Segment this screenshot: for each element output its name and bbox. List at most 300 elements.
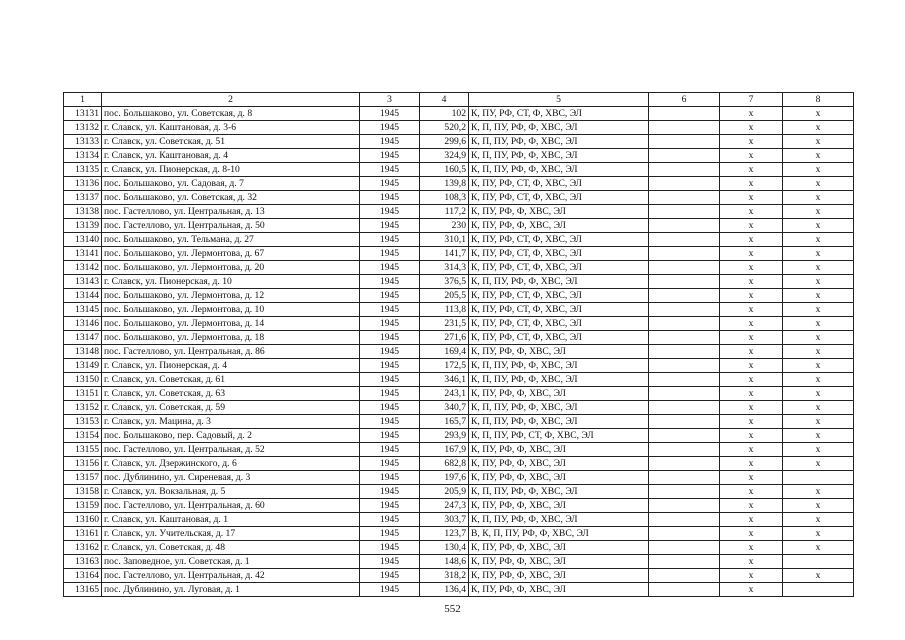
table-cell-col-1: 13151: [64, 387, 102, 401]
table-cell-col-5: К, ПУ, РФ, Ф, ХВС, ЭЛ: [469, 541, 649, 555]
table-cell-col-2: г. Славск, ул. Советская, д. 51: [102, 135, 360, 149]
table-cell-col-8: х: [783, 121, 854, 135]
table-cell-col-5: К, П, ПУ, РФ, Ф, ХВС, ЭЛ: [469, 163, 649, 177]
table-cell-col-1: 13143: [64, 275, 102, 289]
table-cell-col-1: 13147: [64, 331, 102, 345]
table-cell-col-8: х: [783, 415, 854, 429]
table-cell-col-8: х: [783, 457, 854, 471]
table-cell-col-4: 346,1: [420, 373, 469, 387]
table-cell-col-2: г. Славск, ул. Советская, д. 61: [102, 373, 360, 387]
table-cell-col-7: х: [720, 163, 783, 177]
table-cell-col-8: х: [783, 247, 854, 261]
table-cell-col-4: 136,4: [420, 583, 469, 597]
table-cell-col-5: К, ПУ, РФ, СТ, Ф, ХВС, ЭЛ: [469, 317, 649, 331]
table-row: [64, 485, 854, 499]
table-cell-col-1: 13135: [64, 163, 102, 177]
table-cell-col-8: х: [783, 485, 854, 499]
table-cell-col-7: х: [720, 205, 783, 219]
table-cell-col-1: 13156: [64, 457, 102, 471]
table-cell-col-3: 1945: [360, 135, 420, 149]
table-cell-col-2: пос. Большаково, ул. Лермонтова, д. 10: [102, 303, 360, 317]
table-cell-col-6: [649, 331, 720, 345]
table-cell-col-3: 1945: [360, 303, 420, 317]
table-cell-col-6: [649, 527, 720, 541]
table-cell-col-3: 1945: [360, 457, 420, 471]
table-cell-col-5: К, ПУ, РФ, СТ, Ф, ХВС, ЭЛ: [469, 107, 649, 121]
table-cell-col-8: [783, 471, 854, 485]
table-cell-col-4: 231,5: [420, 317, 469, 331]
table-cell-col-2: пос. Гастеллово, ул. Центральная, д. 42: [102, 569, 360, 583]
table-row: [64, 121, 854, 135]
column-header-8: 8: [783, 93, 854, 107]
table-cell-col-6: [649, 205, 720, 219]
table-cell-col-6: [649, 191, 720, 205]
table-cell-col-1: 13152: [64, 401, 102, 415]
table-cell-col-3: 1945: [360, 499, 420, 513]
table-cell-col-8: х: [783, 569, 854, 583]
table-row: [64, 429, 854, 443]
table-cell-col-3: 1945: [360, 177, 420, 191]
table-cell-col-8: х: [783, 219, 854, 233]
table-cell-col-4: 318,2: [420, 569, 469, 583]
table-row: [64, 527, 854, 541]
table-cell-col-7: х: [720, 219, 783, 233]
table-cell-col-2: г. Славск, ул. Пионерская, д. 10: [102, 275, 360, 289]
table-cell-col-7: х: [720, 401, 783, 415]
table-cell-col-6: [649, 289, 720, 303]
table-cell-col-1: 13162: [64, 541, 102, 555]
table-cell-col-8: х: [783, 261, 854, 275]
column-header-7: 7: [720, 93, 783, 107]
table-row: [64, 135, 854, 149]
table-cell-col-4: 303,7: [420, 513, 469, 527]
table-cell-col-4: 148,6: [420, 555, 469, 569]
table-cell-col-8: х: [783, 303, 854, 317]
table-cell-col-5: К, П, ПУ, РФ, Ф, ХВС, ЭЛ: [469, 373, 649, 387]
table-cell-col-2: пос. Дублинино, ул. Сиреневая, д. 3: [102, 471, 360, 485]
table-cell-col-1: 13165: [64, 583, 102, 597]
table-cell-col-3: 1945: [360, 233, 420, 247]
table-cell-col-8: [783, 583, 854, 597]
table-cell-col-7: х: [720, 443, 783, 457]
table-row: [64, 149, 854, 163]
table-cell-col-4: 165,7: [420, 415, 469, 429]
table-cell-col-8: х: [783, 443, 854, 457]
table-cell-col-5: К, ПУ, РФ, Ф, ХВС, ЭЛ: [469, 569, 649, 583]
table-row: [64, 163, 854, 177]
table-cell-col-5: К, П, ПУ, РФ, Ф, ХВС, ЭЛ: [469, 121, 649, 135]
table-cell-col-7: х: [720, 107, 783, 121]
table-row: [64, 569, 854, 583]
table-cell-col-5: К, ПУ, РФ, СТ, Ф, ХВС, ЭЛ: [469, 247, 649, 261]
table-row: [64, 401, 854, 415]
table-cell-col-7: х: [720, 345, 783, 359]
table-cell-col-7: х: [720, 317, 783, 331]
table-row: [64, 289, 854, 303]
table-cell-col-4: 293,9: [420, 429, 469, 443]
table-cell-col-4: 247,3: [420, 499, 469, 513]
table-cell-col-5: К, ПУ, РФ, СТ, Ф, ХВС, ЭЛ: [469, 233, 649, 247]
table-cell-col-3: 1945: [360, 415, 420, 429]
table-cell-col-5: К, ПУ, РФ, СТ, Ф, ХВС, ЭЛ: [469, 177, 649, 191]
table-cell-col-7: х: [720, 373, 783, 387]
table-row: [64, 205, 854, 219]
table-cell-col-2: г. Славск, ул. Советская, д. 48: [102, 541, 360, 555]
table-cell-col-4: 117,2: [420, 205, 469, 219]
table-cell-col-2: г. Славск, ул. Каштановая, д. 1: [102, 513, 360, 527]
table-cell-col-5: К, П, ПУ, РФ, Ф, ХВС, ЭЛ: [469, 401, 649, 415]
table-cell-col-8: х: [783, 177, 854, 191]
table-cell-col-4: 205,5: [420, 289, 469, 303]
table-cell-col-2: пос. Большаково, ул. Садовая, д. 7: [102, 177, 360, 191]
column-header-2: 2: [102, 93, 360, 107]
table-cell-col-7: х: [720, 583, 783, 597]
table-cell-col-5: К, П, ПУ, РФ, Ф, ХВС, ЭЛ: [469, 135, 649, 149]
table-cell-col-8: х: [783, 527, 854, 541]
table-cell-col-6: [649, 485, 720, 499]
column-header-4: 4: [420, 93, 469, 107]
table-cell-col-7: х: [720, 135, 783, 149]
table-cell-col-6: [649, 219, 720, 233]
table-cell-col-4: 230: [420, 219, 469, 233]
table-cell-col-1: 13141: [64, 247, 102, 261]
table-cell-col-7: х: [720, 415, 783, 429]
table-cell-col-5: К, ПУ, РФ, СТ, Ф, ХВС, ЭЛ: [469, 289, 649, 303]
table-cell-col-5: К, П, ПУ, РФ, Ф, ХВС, ЭЛ: [469, 149, 649, 163]
table-cell-col-4: 376,5: [420, 275, 469, 289]
table-row: [64, 247, 854, 261]
table-cell-col-2: г. Славск, ул. Учительская, д. 17: [102, 527, 360, 541]
table-cell-col-3: 1945: [360, 583, 420, 597]
table-cell-col-7: х: [720, 387, 783, 401]
table-cell-col-8: х: [783, 135, 854, 149]
table-cell-col-8: х: [783, 191, 854, 205]
table-cell-col-6: [649, 457, 720, 471]
table-cell-col-8: х: [783, 317, 854, 331]
table-cell-col-3: 1945: [360, 275, 420, 289]
table-cell-col-6: [649, 499, 720, 513]
table-cell-col-1: 13159: [64, 499, 102, 513]
table-cell-col-7: х: [720, 359, 783, 373]
table-cell-col-7: х: [720, 303, 783, 317]
table-cell-col-3: 1945: [360, 513, 420, 527]
table-row: [64, 541, 854, 555]
table-cell-col-2: г. Славск, ул. Вокзальная, д. 5: [102, 485, 360, 499]
table-cell-col-7: х: [720, 149, 783, 163]
table-cell-col-6: [649, 513, 720, 527]
table-cell-col-6: [649, 163, 720, 177]
table-cell-col-4: 141,7: [420, 247, 469, 261]
table-cell-col-1: 13157: [64, 471, 102, 485]
table-cell-col-3: 1945: [360, 569, 420, 583]
table-cell-col-4: 299,6: [420, 135, 469, 149]
table-cell-col-8: х: [783, 345, 854, 359]
table-cell-col-5: К, ПУ, РФ, Ф, ХВС, ЭЛ: [469, 555, 649, 569]
table-cell-col-2: пос. Дублинино, ул. Луговая, д. 1: [102, 583, 360, 597]
table-cell-col-2: пос. Большаково, ул. Советская, д. 32: [102, 191, 360, 205]
table-cell-col-6: [649, 387, 720, 401]
table-cell-col-1: 13142: [64, 261, 102, 275]
table-cell-col-6: [649, 177, 720, 191]
table-cell-col-7: х: [720, 569, 783, 583]
table-cell-col-4: 314,3: [420, 261, 469, 275]
table-cell-col-7: х: [720, 177, 783, 191]
table-cell-col-6: [649, 317, 720, 331]
table-cell-col-4: 682,8: [420, 457, 469, 471]
table-cell-col-7: х: [720, 233, 783, 247]
table-cell-col-3: 1945: [360, 191, 420, 205]
table-cell-col-4: 130,4: [420, 541, 469, 555]
table-cell-col-1: 13163: [64, 555, 102, 569]
table-cell-col-6: [649, 429, 720, 443]
table-row: [64, 219, 854, 233]
table-cell-col-7: х: [720, 261, 783, 275]
table-row: [64, 359, 854, 373]
table-cell-col-4: 310,1: [420, 233, 469, 247]
table-cell-col-4: 102: [420, 107, 469, 121]
table-cell-col-1: 13154: [64, 429, 102, 443]
table-cell-col-4: 197,6: [420, 471, 469, 485]
table-cell-col-1: 13145: [64, 303, 102, 317]
table-cell-col-1: 13144: [64, 289, 102, 303]
table-cell-col-1: 13164: [64, 569, 102, 583]
table-cell-col-2: г. Славск, ул. Дзержинского, д. 6: [102, 457, 360, 471]
table-cell-col-1: 13139: [64, 219, 102, 233]
table-cell-col-7: х: [720, 555, 783, 569]
table-cell-col-7: х: [720, 191, 783, 205]
table-cell-col-8: х: [783, 163, 854, 177]
table-cell-col-6: [649, 135, 720, 149]
table-cell-col-5: К, П, ПУ, РФ, Ф, ХВС, ЭЛ: [469, 513, 649, 527]
table-cell-col-1: 13138: [64, 205, 102, 219]
table-cell-col-2: пос. Большаково, пер. Садовый, д. 2: [102, 429, 360, 443]
table-cell-col-2: г. Славск, ул. Мацина, д. 3: [102, 415, 360, 429]
table-row: [64, 513, 854, 527]
table-cell-col-8: х: [783, 429, 854, 443]
table-cell-col-1: 13146: [64, 317, 102, 331]
table-cell-col-7: х: [720, 275, 783, 289]
table-cell-col-7: х: [720, 513, 783, 527]
table-cell-col-6: [649, 373, 720, 387]
table-cell-col-5: К, ПУ, РФ, Ф, ХВС, ЭЛ: [469, 345, 649, 359]
table-row: [64, 583, 854, 597]
table-cell-col-7: х: [720, 527, 783, 541]
table-row: [64, 415, 854, 429]
table-cell-col-3: 1945: [360, 485, 420, 499]
table-row: [64, 275, 854, 289]
table-cell-col-8: х: [783, 401, 854, 415]
table-cell-col-5: К, ПУ, РФ, СТ, Ф, ХВС, ЭЛ: [469, 331, 649, 345]
table-body: [64, 107, 854, 597]
table-cell-col-5: К, П, ПУ, РФ, Ф, ХВС, ЭЛ: [469, 485, 649, 499]
table-cell-col-4: 139,8: [420, 177, 469, 191]
table-cell-col-5: К, П, ПУ, РФ, Ф, ХВС, ЭЛ: [469, 359, 649, 373]
table-cell-col-3: 1945: [360, 471, 420, 485]
table-cell-col-5: К, ПУ, РФ, Ф, ХВС, ЭЛ: [469, 387, 649, 401]
table-cell-col-3: 1945: [360, 359, 420, 373]
table-row: [64, 499, 854, 513]
table-row: [64, 457, 854, 471]
table-cell-col-3: 1945: [360, 289, 420, 303]
table-row: [64, 233, 854, 247]
table-cell-col-3: 1945: [360, 373, 420, 387]
table-cell-col-2: г. Славск, ул. Пионерская, д. 8-10: [102, 163, 360, 177]
table-cell-col-8: х: [783, 107, 854, 121]
table-cell-col-5: К, ПУ, РФ, СТ, Ф, ХВС, ЭЛ: [469, 191, 649, 205]
table-cell-col-8: х: [783, 331, 854, 345]
table-cell-col-1: 13133: [64, 135, 102, 149]
table-row: [64, 555, 854, 569]
table-cell-col-7: х: [720, 429, 783, 443]
table-cell-col-7: х: [720, 247, 783, 261]
table-cell-col-6: [649, 401, 720, 415]
table-cell-col-5: К, П, ПУ, РФ, Ф, ХВС, ЭЛ: [469, 275, 649, 289]
table-cell-col-1: 13131: [64, 107, 102, 121]
table-row: [64, 331, 854, 345]
table-cell-col-8: х: [783, 205, 854, 219]
table-cell-col-1: 13140: [64, 233, 102, 247]
table-cell-col-3: 1945: [360, 121, 420, 135]
table-cell-col-6: [649, 471, 720, 485]
table-cell-col-8: х: [783, 275, 854, 289]
column-header-1: 1: [64, 93, 102, 107]
table-cell-col-6: [649, 303, 720, 317]
table-cell-col-2: пос. Большаково, ул. Советская, д. 8: [102, 107, 360, 121]
table-cell-col-6: [649, 443, 720, 457]
table-cell-col-2: пос. Большаково, ул. Лермонтова, д. 20: [102, 261, 360, 275]
table-cell-col-1: 13148: [64, 345, 102, 359]
table-cell-col-6: [649, 583, 720, 597]
table-cell-col-1: 13137: [64, 191, 102, 205]
table-cell-col-1: 13160: [64, 513, 102, 527]
table-cell-col-1: 13158: [64, 485, 102, 499]
table-cell-col-2: пос. Гастеллово, ул. Центральная, д. 52: [102, 443, 360, 457]
table-cell-col-5: К, ПУ, РФ, СТ, Ф, ХВС, ЭЛ: [469, 261, 649, 275]
table-cell-col-5: К, П, ПУ, РФ, СТ, Ф, ХВС, ЭЛ: [469, 429, 649, 443]
table-cell-col-3: 1945: [360, 317, 420, 331]
page-number: 552: [444, 603, 461, 615]
table-cell-col-2: пос. Большаково, ул. Тельмана, д. 27: [102, 233, 360, 247]
table-cell-col-2: г. Славск, ул. Каштановая, д. 4: [102, 149, 360, 163]
table-cell-col-4: 108,3: [420, 191, 469, 205]
table-cell-col-3: 1945: [360, 247, 420, 261]
table-cell-col-3: 1945: [360, 443, 420, 457]
table-row: [64, 345, 854, 359]
table-cell-col-8: х: [783, 541, 854, 555]
table-cell-col-4: 324,9: [420, 149, 469, 163]
table-cell-col-6: [649, 275, 720, 289]
table-cell-col-2: г. Славск, ул. Советская, д. 59: [102, 401, 360, 415]
table-cell-col-6: [649, 415, 720, 429]
table-cell-col-4: 167,9: [420, 443, 469, 457]
table-cell-col-6: [649, 569, 720, 583]
table-cell-col-5: К, ПУ, РФ, Ф, ХВС, ЭЛ: [469, 443, 649, 457]
table-cell-col-8: х: [783, 233, 854, 247]
table-cell-col-3: 1945: [360, 401, 420, 415]
table-cell-col-6: [649, 149, 720, 163]
table-cell-col-1: 13149: [64, 359, 102, 373]
table-cell-col-4: 123,7: [420, 527, 469, 541]
table-cell-col-7: х: [720, 541, 783, 555]
table-cell-col-5: К, ПУ, РФ, Ф, ХВС, ЭЛ: [469, 205, 649, 219]
table-cell-col-5: К, ПУ, РФ, Ф, ХВС, ЭЛ: [469, 499, 649, 513]
table-cell-col-4: 172,5: [420, 359, 469, 373]
table-cell-col-8: х: [783, 149, 854, 163]
table-cell-col-4: 243,1: [420, 387, 469, 401]
table-cell-col-1: 13134: [64, 149, 102, 163]
table-cell-col-8: х: [783, 513, 854, 527]
table-cell-col-2: г. Славск, ул. Каштановая, д. 3-6: [102, 121, 360, 135]
table-cell-col-1: 13150: [64, 373, 102, 387]
table-cell-col-7: х: [720, 121, 783, 135]
table-cell-col-6: [649, 107, 720, 121]
table-cell-col-1: 13136: [64, 177, 102, 191]
table-cell-col-3: 1945: [360, 107, 420, 121]
registry-table: [63, 92, 854, 597]
table-cell-col-6: [649, 261, 720, 275]
table-cell-col-3: 1945: [360, 331, 420, 345]
table-cell-col-3: 1945: [360, 163, 420, 177]
table-cell-col-5: К, ПУ, РФ, СТ, Ф, ХВС, ЭЛ: [469, 303, 649, 317]
table-cell-col-8: х: [783, 359, 854, 373]
table-row: [64, 471, 854, 485]
table-cell-col-7: х: [720, 331, 783, 345]
table-cell-col-4: 340,7: [420, 401, 469, 415]
table-cell-col-1: 13153: [64, 415, 102, 429]
table-cell-col-3: 1945: [360, 149, 420, 163]
table-cell-col-2: пос. Большаково, ул. Лермонтова, д. 14: [102, 317, 360, 331]
table-cell-col-4: 271,6: [420, 331, 469, 345]
table-row: [64, 303, 854, 317]
table-row: [64, 373, 854, 387]
table-cell-col-3: 1945: [360, 219, 420, 233]
table-cell-col-2: пос. Большаково, ул. Лермонтова, д. 12: [102, 289, 360, 303]
table-cell-col-3: 1945: [360, 555, 420, 569]
table-cell-col-1: 13161: [64, 527, 102, 541]
table-cell-col-7: х: [720, 499, 783, 513]
table-cell-col-1: 13132: [64, 121, 102, 135]
table-row: [64, 261, 854, 275]
table-cell-col-7: х: [720, 471, 783, 485]
table-cell-col-6: [649, 121, 720, 135]
table-cell-col-4: 520,2: [420, 121, 469, 135]
table-cell-col-8: х: [783, 373, 854, 387]
column-header-6: 6: [649, 93, 720, 107]
table-cell-col-3: 1945: [360, 541, 420, 555]
column-header-3: 3: [360, 93, 420, 107]
table-cell-col-5: К, ПУ, РФ, Ф, ХВС, ЭЛ: [469, 583, 649, 597]
table-cell-col-2: пос. Гастеллово, ул. Центральная, д. 13: [102, 205, 360, 219]
table-cell-col-5: К, ПУ, РФ, Ф, ХВС, ЭЛ: [469, 219, 649, 233]
table-row: [64, 191, 854, 205]
table-row: [64, 317, 854, 331]
table-cell-col-6: [649, 359, 720, 373]
table-cell-col-8: х: [783, 499, 854, 513]
table-cell-col-4: 160,5: [420, 163, 469, 177]
table-cell-col-2: пос. Заповедное, ул. Советская, д. 1: [102, 555, 360, 569]
table-cell-col-7: х: [720, 289, 783, 303]
table-row: [64, 443, 854, 457]
table-cell-col-3: 1945: [360, 387, 420, 401]
table-cell-col-5: К, ПУ, РФ, Ф, ХВС, ЭЛ: [469, 457, 649, 471]
table-cell-col-6: [649, 345, 720, 359]
table-cell-col-2: пос. Гастеллово, ул. Центральная, д. 50: [102, 219, 360, 233]
table-cell-col-5: К, П, ПУ, РФ, Ф, ХВС, ЭЛ: [469, 415, 649, 429]
table-cell-col-7: х: [720, 457, 783, 471]
table-cell-col-8: [783, 555, 854, 569]
table-cell-col-3: 1945: [360, 527, 420, 541]
table-cell-col-8: х: [783, 387, 854, 401]
